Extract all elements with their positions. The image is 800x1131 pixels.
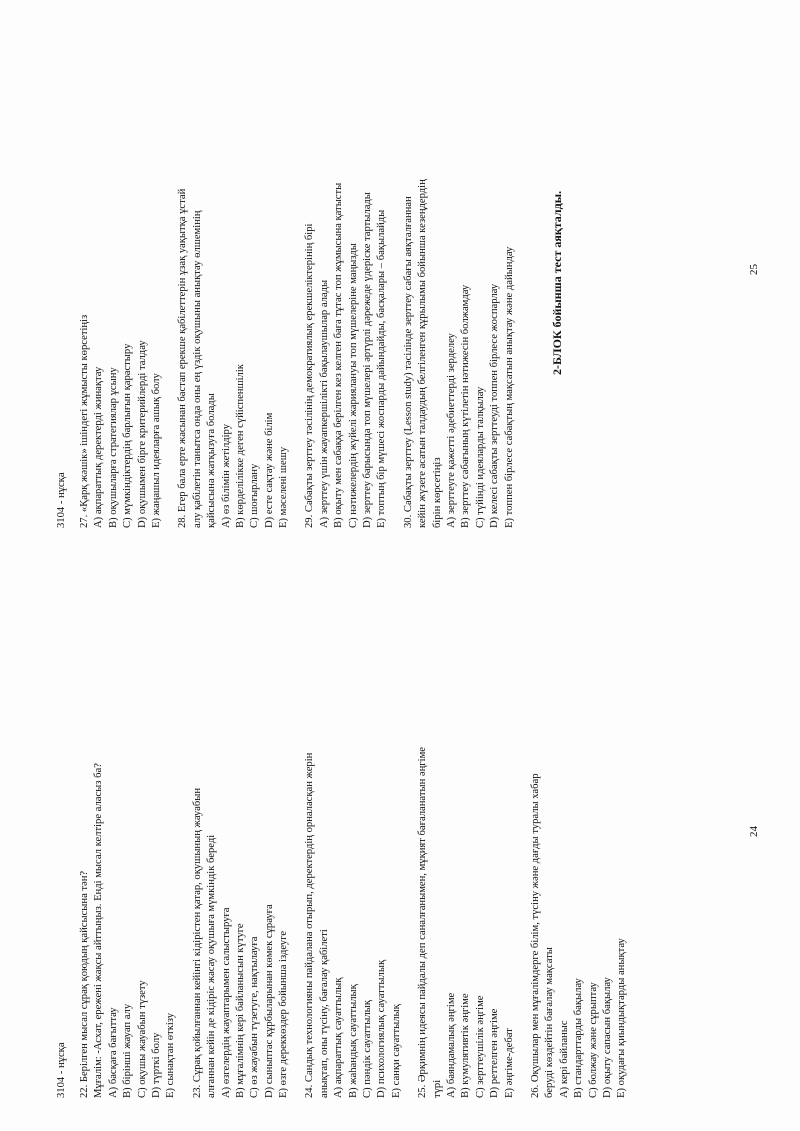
question-block [191,747,292,1098]
question-line: D) келесі сабақты зерттеуді топпен бірлесе жоспарлау [489,283,501,528]
question-line: A) өз білімін жетілдіру [220,423,232,528]
question-block [303,179,389,528]
question-line: C) шоғырлану [249,463,261,528]
question-line: D) есте сақтау және білім [263,412,275,528]
question-line: A) зерттеу үшін жауапкершілікті бақылаушылар алады [318,279,330,528]
question-text: 25. Әрқимнің идеясы пайдалы деп саналғанымен, мұқият бағаланатын әңгіме [417,747,429,1098]
question-line: D) реттелген әңгіме [489,1008,501,1098]
question-line: B) кумулятивтік әңгіме [460,993,472,1098]
question-block [78,747,179,1098]
question-line: B) мұғалімнің кері байланысын күтуге [234,923,246,1098]
question-line: C) пәндік сауаттылық [362,1000,374,1098]
question-line: C) оқушы жауабын түзету [136,980,148,1098]
question-line: A) зерттеуге қажетті әдебиеттерді зерделеу [445,333,457,528]
question-gap [291,747,303,1098]
question-gap [291,179,303,528]
question-line: B) зерттеу сабағының күтілетін нәтижесін болжамдау [460,284,472,528]
question-line: A) кері байланыс [558,1020,570,1098]
question-line: B) көрделілікке деген сүйіспеншілік [234,364,246,528]
question-text: 28. Егер бала ерте жасынан бастап ерекше қабілеттерін ұзақ уақытқа ұстай [177,188,189,528]
right-page-header: 3104 - нұсқа [56,472,67,528]
question-line: B) стандарттарды бақылау [573,978,585,1098]
question-line: A) басқаға бағыттау [107,1007,119,1098]
question-gap [390,179,402,528]
question-block [529,747,630,1098]
left-page-number: 24 [748,826,760,837]
question-line: алу қабілетін танытса онда оны ең үздік оқушыны анықтау өлшемінің [191,210,203,528]
test-end-note: 2-БЛОК бойынша тест аяқталды. [550,190,564,375]
question-line: A) өзгелердің жауаптарымен салыстыруға [220,907,232,1098]
question-text: 22. Берілген мысал сұрақ қоюдың қайсысына тән? [79,870,90,1098]
question-text: 27. «Қарқ жәшік» ішіндегі жұмысты көрсетіңіз [79,314,90,528]
question-line: түрі [431,1079,443,1098]
left-page-column [78,747,630,1098]
question-line: D) оқушымен бірге критерийлерді талдау [136,340,148,528]
question-gap [179,747,191,1098]
question-line: E) топпен бірлесе сабақтың мақсатын анықтау және дайындау [503,246,515,528]
question-line: C) мүмкіндіктердің барлығын қарастыру [122,343,134,528]
question-line: C) өз жауабын түзетуге, нақтылауға [249,936,261,1098]
right-page-number: 25 [748,264,760,275]
question-block [303,747,404,1098]
question-line: A) баяндамалық әңгіме [445,992,457,1098]
question-line: B) жаһандық сауаттылық [347,984,359,1098]
question-text: 23. Сұрақ қойылғаннан кейінгі кідірістен қатар, оқушының жауабын [191,787,203,1098]
question-text: 30. Сабақты зерттеу (Lesson study) тәсілінде зерттеу сабағы аяқталғаннан [402,196,414,528]
question-line: анықтап, оны түсіну, бағалау қабілеті [318,929,330,1098]
question-line: бірін көрсетіңіз [431,457,443,528]
question-line: E) әңгіме-дебат [503,1028,515,1098]
question-line: қайсысына жатқызуға болады [206,393,218,528]
question-line: D) түрткі болу [150,1032,162,1098]
question-line: B) оқушыларға стратегиялар ұсыну [107,367,119,528]
question-text: 29. Сабақты зерттеу тәсілінің демократиялық ерекшеліктерінің бірі [304,223,316,528]
question-line: C) болжау және сұрыптау [587,982,599,1098]
question-block [402,179,517,528]
question-line: C) түйінді идеяларды талқылау [474,386,486,528]
question-block [416,747,517,1098]
question-line: E) топтың бір мүшесі жоспарды дайындайды, басқалары – бақылайды [376,209,388,528]
question-line: B) бірінші жауап алу [122,1003,134,1098]
question-text: 24. Сандық технологияны пайдалана отырып, деректердің орналасқан жерін [304,752,316,1098]
question-gap [404,747,416,1098]
question-line: A) ақпараттық деректерді жинақтау [93,366,105,528]
question-line: E) жаңашыл идеяларға ашық болу [150,373,162,528]
question-line: E) сынақтан өткізу [165,1012,177,1098]
question-block [78,179,164,528]
question-gap [164,179,176,528]
question-text: 26. Оқушылар мен мұғалімдерге білім, түсіну және дағды туралы хабар [529,773,541,1098]
question-line: A) ақпараттық сауаттылық [333,977,345,1098]
question-line: D) зерттеу барысында топ мүшелері әртүрлі дәрежеде үдеріске тартылады [362,192,374,528]
question-line: E) өзге дереккөздер бойынша іздеуге [278,930,290,1098]
question-line: E) санқи сауаттылық [390,1004,402,1098]
question-line: E) оқудағы қиындықтарды анықтау [616,938,628,1098]
question-line: C) нәтижелердің жүйелі жариялануы топ мүшелеріне маңызды [347,243,359,528]
question-gap [517,747,529,1098]
question-block [176,179,291,528]
question-line: алғаннан кейін де кідіріс жасау оқушыға мүмкіндік береді [206,834,218,1098]
right-page-column [78,179,517,528]
question-line: B) оқыту мен сабаққа берілген кез келген баға тұтас топ жұмысына қатысты [333,182,345,528]
question-line: беруді көздейтін бағалау мақсаты [544,947,556,1098]
question-line: C) зерттеушілік әңгіме [474,995,486,1098]
question-line: D) психологиялық сауаттылық [376,959,388,1098]
question-line: кейін жүзеге асатын талдаудың белгіленген құрылымы бойынша кезеңдердің [417,179,429,528]
question-line: D) сыныптас құрбыларынан көмек сұрауға [263,904,275,1098]
question-line: Мұғалім: -Асхат, ережені жақсы айттыңыз. Енді мысал келтіре аласыз ба? [93,763,105,1098]
question-line: E) мәселені шешу [278,446,290,528]
left-page-header: 3104 - нұсқа [56,1042,67,1098]
question-line: D) оқыту сапасын бақылау [601,977,613,1098]
